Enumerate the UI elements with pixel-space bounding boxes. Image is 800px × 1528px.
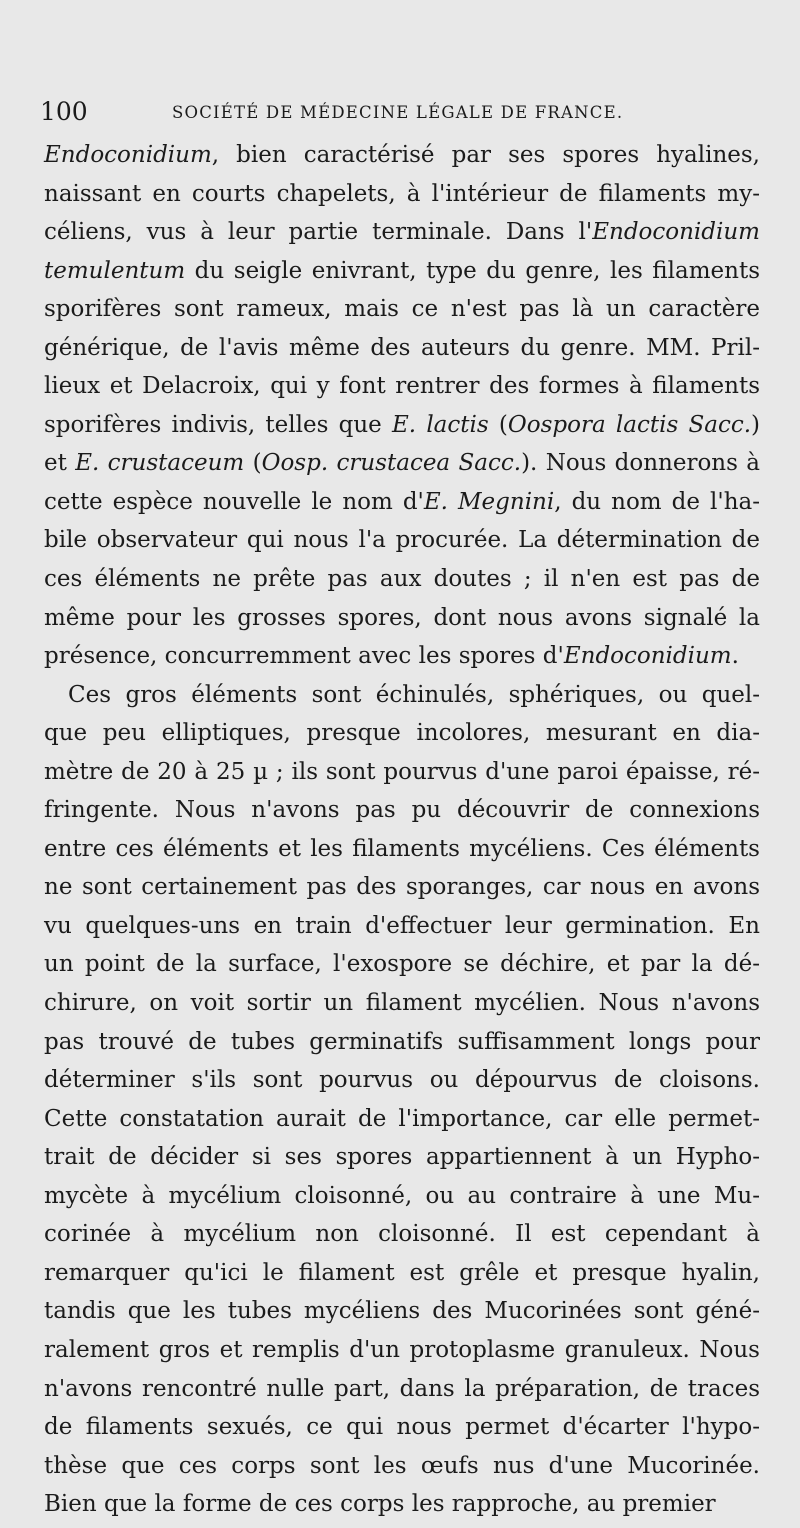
text-span: lieux et Delacroix, qui y font rentrer des formes à filaments [44, 373, 760, 400]
running-head [40, 96, 760, 136]
text-line [44, 907, 760, 946]
text-line [44, 1138, 760, 1177]
text-line [44, 1100, 760, 1139]
text-line [44, 175, 760, 214]
text-line [44, 367, 760, 406]
text-span: Cette constatation aurait de l'importance, car elle permet- [44, 1105, 760, 1132]
text-line [44, 444, 760, 483]
text-span: ). Nous donnerons à [521, 450, 760, 477]
text-line [44, 1177, 760, 1216]
text-line [44, 676, 760, 715]
text-span: corinée à mycélium non cloisonné. Il est cependant à [44, 1221, 760, 1248]
text-span: mètre de 20 à 25 µ ; ils sont pourvus d'une paroi épaisse, ré- [44, 758, 760, 785]
text-line [44, 1485, 760, 1524]
text-span: céliens, vus à leur partie terminale. Dans l' [44, 219, 593, 246]
text-line [44, 868, 760, 907]
text-span: remarquer qu'ici le filament est grêle et presque hyalin, [44, 1259, 760, 1286]
running-title: SOCIÉTÉ DE MÉDECINE LÉGALE DE FRANCE. [172, 103, 624, 122]
text-line [44, 1215, 760, 1254]
text-span: même pour les grosses spores, dont nous avons signalé la [44, 604, 760, 631]
text-span: ces éléments ne prête pas aux doutes ; il n'en est pas de [44, 566, 760, 593]
text-span: ) [751, 411, 760, 438]
text-span: tandis que les tubes mycéliens des Mucorinées sont géné- [44, 1298, 760, 1325]
text-line [44, 945, 760, 984]
text-span: ( [488, 411, 508, 438]
italic-span: Endoconidium [563, 643, 732, 670]
text-span: de filaments sexués, ce qui nous permet d'écarter l'hypo- [44, 1414, 760, 1441]
text-span: mycète à mycélium cloisonné, ou au contraire à une Mu- [44, 1182, 760, 1209]
text-span: naissant en courts chapelets, à l'intérieur de filaments my- [44, 180, 760, 207]
text-span: bile observateur qui nous l'a procurée. La détermination de [44, 527, 760, 554]
italic-span: E. crustaceum [75, 450, 245, 477]
text-span: ne sont certainement pas des sporanges, car nous en avons [44, 874, 760, 901]
text-span: un point de la surface, l'exospore se déchire, et par la dé- [44, 951, 760, 978]
text-line [44, 714, 760, 753]
text-line [44, 329, 760, 368]
text-span: vu quelques-uns en train d'effectuer leur germination. En [44, 912, 760, 939]
italic-span: Oospora lactis Sacc. [507, 411, 752, 438]
italic-span: Endoconidium [44, 142, 212, 168]
italic-span: E. Megnini [423, 488, 555, 515]
text-line [44, 830, 760, 869]
text-line [44, 1061, 760, 1100]
text-span: chirure, on voit sortir un filament mycélien. Nous n'avons [44, 990, 760, 1017]
text-line [44, 252, 760, 291]
text-span: n'avons rencontré nulle part, dans la préparation, de traces [44, 1375, 760, 1402]
text-span: Ces gros éléments sont échinulés, sphériques, ou quel- [68, 681, 760, 708]
text-line [44, 521, 760, 560]
text-span: fringente. Nous n'avons pas pu découvrir de connexions [44, 797, 760, 824]
text-line [44, 560, 760, 599]
text-span: et [44, 450, 76, 477]
text-line [44, 1370, 760, 1409]
text-line [44, 1292, 760, 1331]
text-span: sporifères indivis, telles que [44, 411, 392, 438]
text-span: cette espèce nouvelle le nom d' [44, 488, 424, 515]
text-line [44, 1254, 760, 1293]
text-span: ralement gros et remplis d'un protoplasme granuleux. Nous [44, 1336, 760, 1363]
page-number: 100 [40, 97, 88, 126]
text-line [44, 483, 760, 522]
italic-span: Endoconidium [592, 219, 760, 246]
text-span: pas trouvé de tubes germinatifs suffisamment longs pour [44, 1028, 760, 1055]
text-span: présence, concurremment avec les spores d' [44, 643, 564, 670]
text-line [44, 290, 760, 329]
text-line [44, 984, 760, 1023]
italic-span: temulentum [44, 257, 186, 284]
text-span: , du nom de l'ha- [554, 488, 760, 515]
text-span: , bien caractérisé par ses spores hyalines, [211, 142, 760, 168]
text-line [44, 753, 760, 792]
text-line [44, 213, 760, 252]
text-line [44, 136, 760, 175]
text-span: . [731, 643, 739, 670]
text-span: trait de décider si ses spores appartiennent à un Hypho- [44, 1144, 760, 1171]
text-span: thèse que ces corps sont les œufs nus d'une Mucorinée. [44, 1452, 760, 1479]
text-span: entre ces éléments et les filaments mycéliens. Ces éléments [44, 835, 760, 862]
text-line [44, 1447, 760, 1486]
text-line [44, 599, 760, 638]
text-line [44, 791, 760, 830]
text-span: ( [244, 450, 262, 477]
text-span: Bien que la forme de ces corps les rapproche, au premier [44, 1491, 716, 1518]
text-line [44, 1023, 760, 1062]
text-span: que peu elliptiques, presque incolores, mesurant en dia- [44, 720, 760, 747]
italic-span: E. lactis [392, 411, 489, 438]
body-text [44, 136, 760, 1524]
text-span: déterminer s'ils sont pourvus ou dépourvus de cloisons. [44, 1067, 760, 1094]
text-span: du seigle enivrant, type du genre, les filaments [185, 257, 760, 284]
text-span: sporifères sont rameux, mais ce n'est pas là un caractère [44, 296, 760, 323]
text-line [44, 406, 760, 445]
text-line [44, 1408, 760, 1447]
text-span: générique, de l'avis même des auteurs du genre. MM. Pril- [44, 334, 760, 361]
text-line [44, 1331, 760, 1370]
italic-span: Oosp. crustacea Sacc. [261, 450, 522, 477]
text-line [44, 637, 760, 676]
